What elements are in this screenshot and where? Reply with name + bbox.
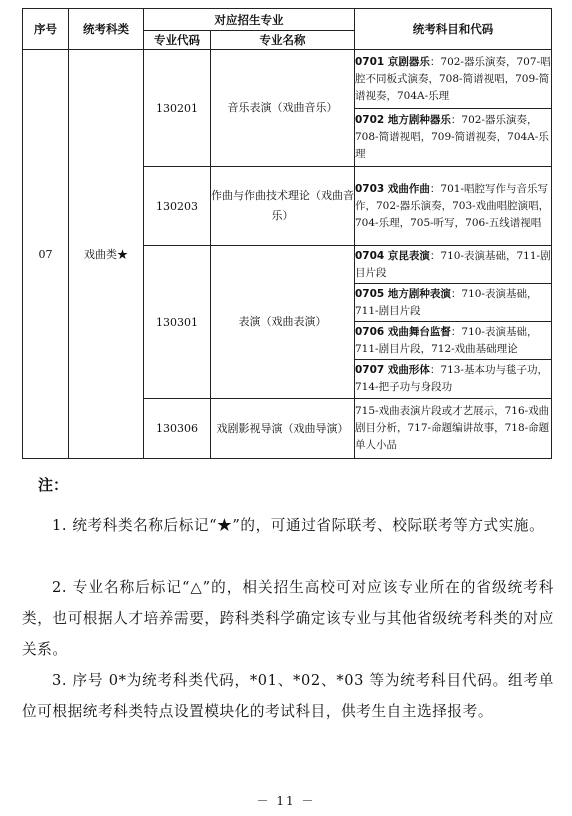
seq-cell: 07	[23, 50, 69, 459]
subject-title: 0707 戏曲形体	[355, 364, 430, 376]
subject-title: 0701 京剧器乐	[355, 55, 430, 68]
major-code-cell: 130203	[144, 167, 211, 246]
header-major-name: 专业名称	[211, 31, 355, 50]
subject-cell	[355, 322, 552, 360]
notes-title: 注：	[38, 476, 69, 494]
subject-cell	[355, 167, 552, 246]
subject-cell	[355, 360, 552, 399]
subject-cell	[355, 284, 552, 322]
header-major-group: 对应招生专业	[144, 9, 355, 31]
major-name-cell: 作曲与作曲技术理论（戏曲音乐）	[211, 167, 355, 246]
note-item: 2. 专业名称后标记“△”的，相关招生高校可对应该专业所在的省级统考科类，也可根据人才培养需要，跨科类科学确定该专业与其他省级统考科类的对应关系。	[22, 579, 554, 658]
header-category: 统考科类	[69, 9, 144, 50]
subject-cell	[355, 109, 552, 167]
page-number: － 11 －	[256, 794, 316, 808]
subject-detail: ：710-表演基础，711-剧目片段	[355, 287, 538, 317]
subject-detail: ：710-表演基础，711-剧目片段	[355, 249, 551, 279]
subject-detail: ：713-基本功与毯子功，714-把子功与身段功	[355, 364, 548, 393]
note-item: 1. 统考科类名称后标记“★”的，可通过省际联考、校际联考等方式实施。	[52, 517, 545, 534]
major-code-cell: 130301	[144, 246, 211, 399]
subject-cell	[355, 246, 552, 284]
subject-detail: ：702-器乐演奏，708-简谱视唱，709-简谱视奏，704A-乐理	[355, 114, 549, 160]
header-major-code: 专业代码	[144, 31, 211, 50]
major-name-cell: 戏剧影视导演（戏曲导演）	[211, 399, 355, 459]
subject-cell	[355, 399, 552, 459]
subject-cell	[355, 50, 552, 109]
note-item: 3. 序号 0*为统考科类代码，*01、*02、*03 等为统考科目代码。组考单位可根据统考科类特点设置模块化的考试科目，供考生自主选择报考。	[22, 672, 554, 720]
subject-title: 0706 戏曲舞台监督	[355, 325, 451, 338]
subject-title: 0705 地方剧种表演	[355, 287, 451, 300]
subject-detail: 715-戏曲表演片段或才艺展示，716-戏曲剧目分析，717-命题编讲故事，718-命题单人小品	[355, 405, 550, 451]
subject-detail: ：701-唱腔写作与音乐写作，702-器乐演奏，703-戏曲唱腔演唱，704-乐理，705-听写，706-五线谱视唱	[355, 182, 550, 229]
subjects-table	[22, 8, 552, 459]
subject-detail: ：710-表演基础，711-剧目片段，712-戏曲基础理论	[355, 325, 538, 355]
header-seq: 序号	[23, 9, 69, 50]
major-code-cell: 130306	[144, 399, 211, 459]
category-cell: 戏曲类★	[69, 50, 144, 459]
major-code-cell: 130201	[144, 50, 211, 167]
major-name-cell: 表演（戏曲表演）	[211, 246, 355, 399]
subject-title: 0702 地方剧种器乐	[355, 114, 451, 126]
major-name-cell: 音乐表演（戏曲音乐）	[211, 50, 355, 167]
header-subjects: 统考科目和代码	[355, 9, 552, 50]
subject-title: 0703 戏曲作曲	[355, 182, 430, 195]
subject-title: 0704 京昆表演	[355, 249, 430, 262]
subject-detail: ：702-器乐演奏，707-唱腔不同板式演奏，708-简谱视唱，709-简谱视奏，704A-乐理	[355, 55, 551, 102]
